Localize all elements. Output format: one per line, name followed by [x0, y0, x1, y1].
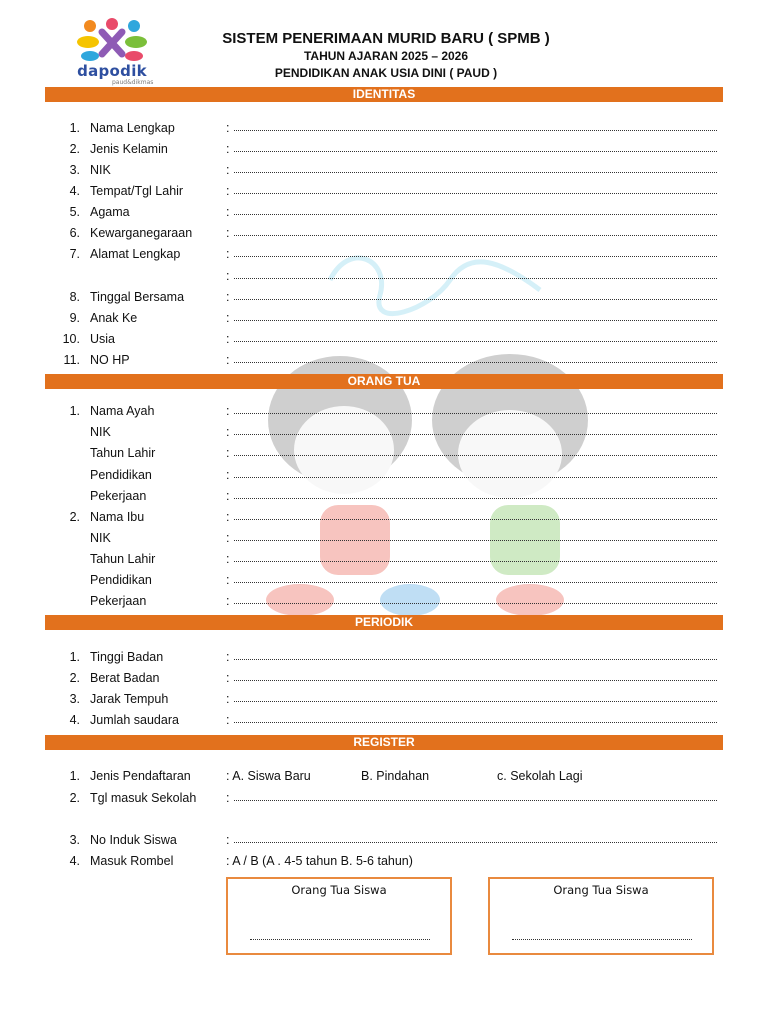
row-colon: :: [226, 468, 230, 482]
fill-in-line[interactable]: [234, 256, 717, 257]
register-row-tgl-masuk: [0, 789, 768, 807]
row-colon: :: [226, 713, 230, 727]
fill-in-line[interactable]: [234, 519, 717, 520]
periodik-row: [0, 711, 768, 729]
fill-in-line[interactable]: [234, 434, 717, 435]
row-colon: :: [226, 163, 230, 177]
row-label: Tgl masuk Sekolah: [90, 791, 197, 805]
row-label: Tempat/Tgl Lahir: [90, 184, 184, 198]
orang-tua-row: [0, 550, 768, 568]
row-colon: :: [226, 121, 230, 135]
row-colon: :: [226, 446, 230, 460]
row-label: Jenis Kelamin: [90, 142, 168, 156]
section-header-periodik: PERIODIK: [45, 615, 723, 630]
fill-in-line[interactable]: [234, 722, 717, 723]
signature-box-right[interactable]: [488, 877, 714, 955]
fill-in-line[interactable]: [234, 680, 717, 681]
row-label: Berat Badan: [90, 671, 160, 685]
signature-title: Orang Tua Siswa: [553, 883, 649, 897]
row-number: 3.: [69, 163, 80, 177]
row-label: Nama Ayah: [90, 404, 155, 418]
row-label: Tahun Lahir: [90, 446, 156, 460]
fill-in-line[interactable]: [234, 130, 717, 131]
rombel-options: : A / B (A . 4-5 tahun B. 5-6 tahun): [226, 854, 413, 868]
fill-in-line[interactable]: [234, 540, 717, 541]
row-label: Kewarganegaraan: [90, 226, 193, 240]
row-number: 2.: [69, 671, 80, 685]
orang-tua-row: [0, 423, 768, 441]
row-label: Tahun Lahir: [90, 552, 156, 566]
row-label: Jenis Pendaftaran: [90, 769, 191, 783]
row-label: NIK: [90, 425, 111, 439]
row-number: 3.: [69, 692, 80, 706]
orang-tua-row: [0, 529, 768, 547]
row-label: NIK: [90, 163, 111, 177]
row-label: Alamat Lengkap: [90, 247, 181, 261]
row-number: 9.: [69, 311, 80, 325]
option-sekolah-lagi[interactable]: c. Sekolah Lagi: [497, 769, 583, 783]
row-number: 7.: [69, 247, 80, 261]
fill-in-line[interactable]: [234, 582, 717, 583]
signature-title: Orang Tua Siswa: [291, 883, 387, 897]
row-label: Agama: [90, 205, 130, 219]
row-label: Masuk Rombel: [90, 854, 174, 868]
orang-tua-row: [0, 402, 768, 420]
identitas-row: [0, 119, 768, 137]
section-header-identitas: IDENTITAS: [45, 87, 723, 102]
row-number: 8.: [69, 290, 80, 304]
row-number: 4.: [69, 854, 80, 868]
row-number: 1.: [69, 121, 80, 135]
row-label: Nama Lengkap: [90, 121, 175, 135]
row-colon: :: [226, 594, 230, 608]
fill-in-line[interactable]: [234, 320, 717, 321]
identitas-row: [0, 267, 768, 285]
row-colon: :: [226, 650, 230, 664]
row-number: 1.: [69, 650, 80, 664]
fill-in-line[interactable]: [234, 413, 717, 414]
row-colon: :: [226, 226, 230, 240]
row-colon: :: [226, 311, 230, 325]
identitas-row: [0, 330, 768, 348]
row-label: Usia: [90, 332, 116, 346]
signature-line[interactable]: [512, 939, 692, 940]
row-label: Pekerjaan: [90, 594, 147, 608]
fill-in-line[interactable]: [234, 603, 717, 604]
orang-tua-row: [0, 444, 768, 462]
row-number: 1.: [69, 404, 80, 418]
row-number: 10.: [62, 332, 80, 346]
row-label: No Induk Siswa: [90, 833, 177, 847]
fill-in-line[interactable]: [234, 800, 717, 801]
row-colon: :: [226, 510, 230, 524]
identitas-row: [0, 182, 768, 200]
fill-in-line[interactable]: [234, 299, 717, 300]
periodik-row: [0, 669, 768, 687]
row-number: 2.: [69, 142, 80, 156]
row-label: Pendidikan: [90, 468, 152, 482]
fill-in-line[interactable]: [234, 341, 717, 342]
fill-in-line[interactable]: [234, 151, 717, 152]
identitas-row: [0, 309, 768, 327]
fill-in-line[interactable]: [234, 701, 717, 702]
row-colon: :: [226, 332, 230, 346]
fill-in-line[interactable]: [234, 362, 717, 363]
fill-in-line[interactable]: [234, 172, 717, 173]
row-colon: :: [226, 573, 230, 587]
row-label: Tinggi Badan: [90, 650, 164, 664]
identitas-row: [0, 245, 768, 263]
row-colon: :: [226, 833, 230, 847]
row-colon: :: [226, 489, 230, 503]
register-row-jenis-pendaftaran: [0, 767, 768, 785]
identitas-row: [0, 288, 768, 306]
row-number: 3.: [69, 833, 80, 847]
orang-tua-row: [0, 592, 768, 610]
dapodik-logo: [66, 18, 162, 84]
periodik-row: [0, 690, 768, 708]
identitas-row: [0, 224, 768, 242]
identitas-row: [0, 140, 768, 158]
register-row-masuk-rombel: [0, 852, 768, 870]
fill-in-line[interactable]: [234, 659, 717, 660]
row-number: 6.: [69, 226, 80, 240]
row-colon: :: [226, 425, 230, 439]
row-number: 4.: [69, 184, 80, 198]
row-colon: :: [226, 671, 230, 685]
orang-tua-row: [0, 487, 768, 505]
section-header-orang-tua: ORANG TUA: [45, 374, 723, 389]
register-row-no-induk: [0, 831, 768, 849]
signature-box-left[interactable]: [226, 877, 452, 955]
fill-in-line[interactable]: [234, 214, 717, 215]
row-label: Nama Ibu: [90, 510, 145, 524]
logo-figures-icon: [66, 18, 158, 64]
row-colon: :: [226, 142, 230, 156]
logo-wordmark: dapodik: [77, 62, 147, 80]
row-label: NIK: [90, 531, 111, 545]
row-number: 4.: [69, 713, 80, 727]
row-label: NO HP: [90, 353, 130, 367]
row-colon: :: [226, 269, 230, 283]
row-colon: :: [226, 552, 230, 566]
row-number: 1.: [69, 769, 80, 783]
logo-subtext: paud&dikmas: [112, 79, 154, 86]
fill-in-line[interactable]: [234, 235, 717, 236]
orang-tua-row: [0, 508, 768, 526]
fill-in-line[interactable]: [234, 193, 717, 194]
row-number: 2.: [69, 791, 80, 805]
row-label: Tinggal Bersama: [90, 290, 185, 304]
fill-in-line[interactable]: [234, 561, 717, 562]
form-title: SISTEM PENERIMAAN MURID BARU ( SPMB ): [222, 30, 550, 47]
row-colon: :: [226, 404, 230, 418]
option-siswa-baru[interactable]: : A. Siswa Baru: [226, 769, 311, 783]
row-label: Anak Ke: [90, 311, 138, 325]
row-colon: :: [226, 247, 230, 261]
row-number: 5.: [69, 205, 80, 219]
fill-in-line[interactable]: [234, 278, 717, 279]
row-label: Pendidikan: [90, 573, 152, 587]
row-colon: :: [226, 692, 230, 706]
signature-line[interactable]: [250, 939, 430, 940]
row-colon: :: [226, 791, 230, 805]
orang-tua-row: [0, 466, 768, 484]
fill-in-line[interactable]: [234, 498, 717, 499]
section-header-register: REGISTER: [45, 735, 723, 750]
row-colon: :: [226, 184, 230, 198]
row-label: Jumlah saudara: [90, 713, 179, 727]
orang-tua-row: [0, 571, 768, 589]
identitas-row: [0, 161, 768, 179]
row-colon: :: [226, 531, 230, 545]
fill-in-line[interactable]: [234, 455, 717, 456]
row-number: 11.: [63, 353, 80, 367]
row-colon: :: [226, 205, 230, 219]
fill-in-line[interactable]: [234, 842, 717, 843]
identitas-row: [0, 203, 768, 221]
fill-in-line[interactable]: [234, 477, 717, 478]
periodik-row: [0, 648, 768, 666]
row-number: 2.: [69, 510, 80, 524]
identitas-row: [0, 351, 768, 369]
form-subtitle-level: PENDIDIKAN ANAK USIA DINI ( PAUD ): [274, 66, 498, 80]
row-label: Pekerjaan: [90, 489, 147, 503]
form-subtitle-year: TAHUN AJARAN 2025 – 2026: [303, 49, 469, 63]
row-colon: :: [226, 290, 230, 304]
row-label: Jarak Tempuh: [90, 692, 169, 706]
row-colon: :: [226, 353, 230, 367]
option-pindahan[interactable]: B. Pindahan: [361, 769, 430, 783]
